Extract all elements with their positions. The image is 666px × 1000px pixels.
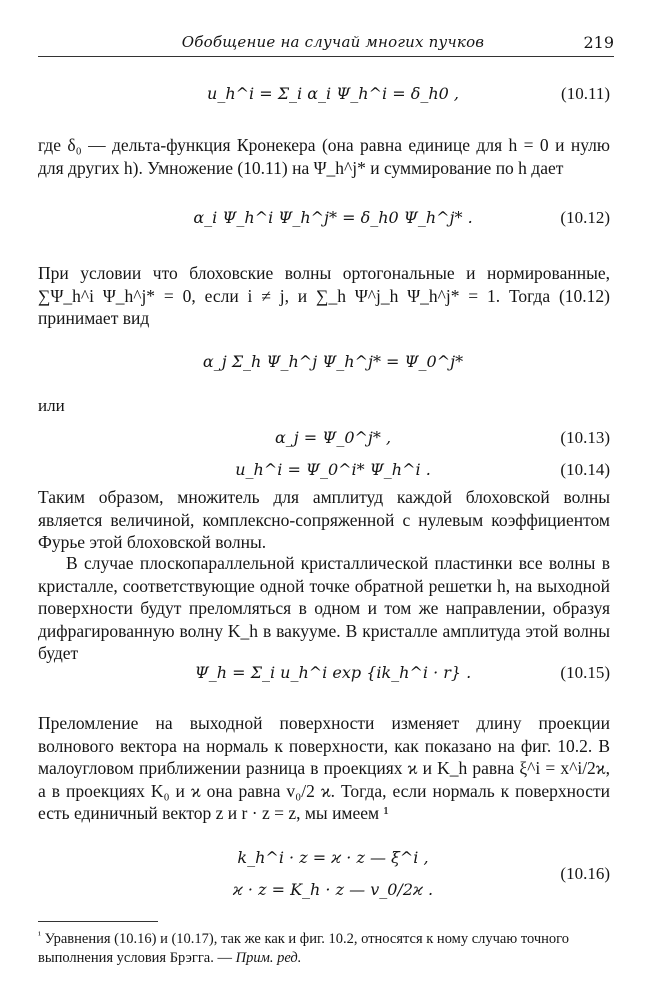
word-or: или [38, 396, 65, 415]
equation-body: α_j Σ_h Ψ_h^j Ψ_h^j* = Ψ_0^j* [202, 352, 464, 371]
running-head: Обобщение на случай многих пучков [181, 33, 485, 51]
equation-body: α_j = Ψ_0^j* , [274, 428, 392, 447]
equation-number: (10.16) [560, 864, 610, 883]
header-rule [38, 56, 614, 57]
footnote-text: Уравнения (10.16) и (10.17), так же как и фиг. 10.2, относятся к ному случаю точного выполнения условия Брэгга. — [38, 931, 569, 966]
footnote-rule [38, 921, 158, 922]
footnote [38, 926, 610, 968]
equation-body: Ψ_h = Σ_i u_h^i exp {ik_h^i · r} . [194, 663, 472, 682]
equation-body: u_h^i = Ψ_0^i* Ψ_h^i . [235, 460, 431, 479]
equation-10-15 [0, 655, 666, 695]
equation-body: ϰ · z = K_h · z — v_0/2ϰ . [232, 880, 434, 899]
equation-body: u_h^i = Σ_i α_i Ψ_h^i = δ_h0 , [207, 84, 459, 103]
equation-number: (10.13) [560, 428, 610, 447]
equation-number: (10.12) [560, 208, 610, 227]
paragraph-refraction: Преломление на выходной поверхности изменяет длину проекции волнового вектора на нормаль к поверхности, как показано на фиг. 10.2. В малоугловом приближении разница в проекциях ϰ и K_h равна ξ^i = x^i/2ϰ, а в проекциях K₀ и ϰ она равна v₀/2 ϰ. Тогда, если нормаль к поверхности есть единичный вектор z и r · z = z, мы имеем ¹ [38, 713, 610, 823]
equation-number: (10.14) [560, 460, 610, 479]
paragraph-kronecker: где δ₀ — дельта-функция Кронекера (она равна единице для h = 0 и нулю для других h). Умножение (10.11) на Ψ_h^j* и суммирование по h дает [38, 135, 610, 178]
paragraph-conclusion: Таким образом, множитель для амплитуд каждой блоховской волны является величиной, комплексно-сопряженной с нулевым коэффициентом Фурье этой блоховской волны. [38, 487, 610, 552]
paragraph-orthonormal: При условии что блоховские волны ортогональные и нормированные, ∑Ψ_h^i Ψ_h^j* = 0, если i ≠ j, и ∑_h Ψ^j_h Ψ_h^j* = 1. Тогда (10.12) принимает вид [38, 263, 610, 328]
equation-10-11 [0, 76, 666, 116]
equation-number: (10.11) [561, 84, 610, 103]
editor-note: Прим. ред. [235, 950, 302, 966]
page-number: 219 [583, 33, 614, 52]
footnote-marker: ¹ [38, 930, 41, 941]
equation-number: (10.15) [560, 663, 610, 682]
equation-unnumbered [0, 344, 666, 384]
equation-10-12 [0, 200, 666, 240]
paragraph-plate: В случае плоскопараллельной кристаллической пластинки все волны в кристалле, соответствующие одной точке обратной решетки h, на выходной поверхности будут преломляться в одном и том же направлении, образуя дифрагированную волну K_h в вакууме. В кристалле амплитуда этой волны будет [38, 553, 610, 663]
equation-body: k_h^i · z = ϰ · z — ξ^i , [237, 848, 429, 867]
equation-body: α_i Ψ_h^i Ψ_h^j* = δ_h0 Ψ_h^j* . [193, 208, 473, 227]
equation-10-16 [0, 856, 666, 896]
